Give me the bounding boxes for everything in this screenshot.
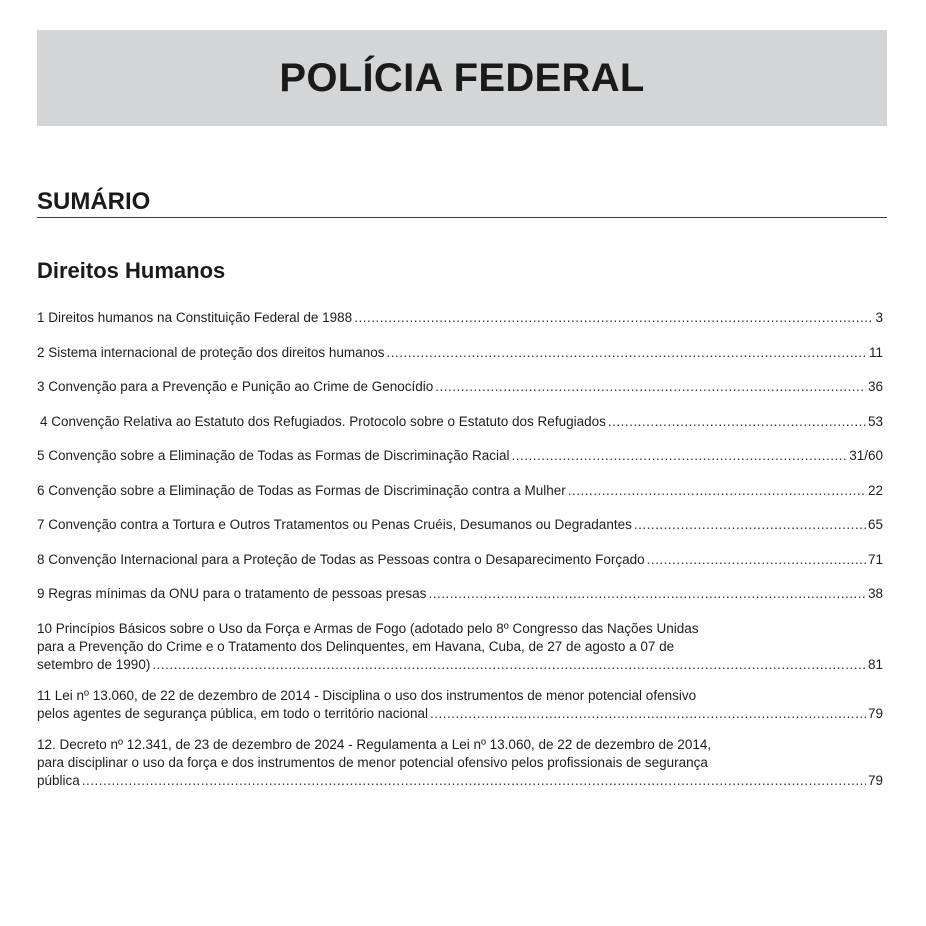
dot-leader bbox=[435, 378, 866, 396]
toc-entry-line: 10 Princípios Básicos sobre o Uso da Força e Armas de Fogo (adotado pelo 8º Congresso das Nações Unidas bbox=[37, 620, 699, 636]
toc-entry-line: 3 Convenção para a Prevenção e Punição ao Crime de Genocídio bbox=[37, 379, 434, 394]
toc-entry-line: setembro de 1990) bbox=[37, 656, 151, 672]
toc-entry-last-line bbox=[37, 772, 883, 790]
dot-leader bbox=[568, 482, 866, 500]
toc-entry-line: 5 Convenção sobre a Eliminação de Todas as Formas de Discriminação Racial bbox=[37, 448, 510, 463]
toc-entry-last-line bbox=[37, 585, 883, 603]
toc-entry[interactable] bbox=[37, 482, 883, 500]
toc-entry[interactable] bbox=[37, 344, 883, 362]
dot-leader bbox=[428, 585, 866, 603]
toc-entry[interactable] bbox=[37, 687, 883, 723]
toc-heading-label: SUMÁRIO bbox=[37, 188, 151, 215]
toc-entry[interactable] bbox=[37, 309, 883, 327]
toc-entry-last-line bbox=[37, 413, 883, 431]
toc-entry[interactable] bbox=[37, 378, 883, 396]
dot-leader bbox=[608, 413, 866, 431]
dot-leader bbox=[82, 772, 866, 790]
toc-entry-line: 8 Convenção Internacional para a Proteção de Todas as Pessoas contra o Desaparecimento Forçado bbox=[37, 551, 645, 567]
toc-entry-last-line bbox=[37, 482, 883, 500]
toc-entry-line: 9 Regras mínimas da ONU para o tratamento de pessoas presas bbox=[37, 586, 427, 601]
toc-entry-page-number: 36 bbox=[867, 379, 883, 394]
toc-entry-page-number: 53 bbox=[867, 413, 883, 429]
section-title: Direitos Humanos bbox=[37, 258, 226, 283]
dot-leader bbox=[152, 656, 866, 674]
toc-entry[interactable] bbox=[37, 516, 883, 534]
toc-entry-line: 1 Direitos humanos na Constituição Federal de 1988 bbox=[37, 310, 353, 325]
toc-entry-last-line bbox=[37, 378, 883, 396]
toc-entry[interactable] bbox=[37, 551, 883, 569]
toc-entry-line: 7 Convenção contra a Tortura e Outros Tratamentos ou Penas Cruéis, Desumanos ou Degradantes bbox=[37, 517, 632, 532]
toc-entry-line: para a Prevenção do Crime e o Tratamento dos Delinquentes, em Havana, Cuba, de 27 de agosto a 07 de bbox=[37, 638, 675, 654]
toc-entry-line: 11 Lei nº 13.060, de 22 de dezembro de 2014 - Disciplina o uso dos instrumentos de menor potencial ofensivo bbox=[37, 687, 697, 703]
toc-entry-page-number: 79 bbox=[867, 772, 883, 788]
toc-entry-last-line bbox=[37, 551, 883, 569]
toc-entry-line: para disciplinar o uso da força e dos instrumentos de menor potencial ofensivo pelos profissionais de segurança bbox=[37, 754, 708, 770]
toc-entry-page-number: 31/60 bbox=[849, 448, 883, 463]
toc-entry[interactable] bbox=[37, 620, 883, 674]
dot-leader bbox=[354, 309, 873, 327]
toc-entry-line: pelos agentes de segurança pública, em todo o território nacional bbox=[37, 705, 428, 721]
toc-entry-last-line bbox=[37, 447, 883, 465]
toc-entry-page-number: 11 bbox=[868, 344, 883, 360]
toc-entry-page-number: 65 bbox=[867, 517, 883, 532]
toc-entry-page-number: 38 bbox=[867, 586, 883, 601]
toc-entry[interactable] bbox=[37, 413, 883, 431]
dot-leader bbox=[386, 344, 867, 362]
dot-leader bbox=[511, 447, 847, 465]
toc-entry[interactable] bbox=[37, 736, 883, 790]
toc-entry[interactable] bbox=[37, 585, 883, 603]
toc-entry-last-line bbox=[37, 705, 883, 723]
toc-entry-page-number: 3 bbox=[875, 310, 883, 325]
dot-leader bbox=[647, 551, 866, 569]
toc-heading bbox=[37, 188, 887, 218]
toc-entry[interactable] bbox=[37, 447, 883, 465]
toc-entry-line: pública bbox=[37, 772, 80, 788]
toc-entry-last-line bbox=[37, 516, 883, 534]
toc-entry-page-number: 79 bbox=[867, 705, 883, 721]
toc-entry-last-line bbox=[37, 344, 883, 362]
document-title: POLÍCIA FEDERAL bbox=[279, 55, 645, 100]
toc-entry-last-line bbox=[37, 656, 883, 674]
toc-entry-line: 6 Convenção sobre a Eliminação de Todas as Formas de Discriminação contra a Mulher bbox=[37, 482, 566, 498]
toc-entry-last-line bbox=[37, 309, 883, 327]
toc-entry-line: 12. Decreto nº 12.341, de 23 de dezembro de 2024 - Regulamenta a Lei nº 13.060, de 22 de dezembro de 2014, bbox=[37, 736, 712, 752]
toc-entry-line: 4 Convenção Relativa ao Estatuto dos Refugiados. Protocolo sobre o Estatuto dos Refugiados bbox=[40, 413, 606, 429]
toc-entry-page-number: 71 bbox=[867, 551, 883, 567]
toc-entry-page-number: 81 bbox=[867, 656, 883, 672]
toc-entry-page-number: 22 bbox=[867, 482, 883, 498]
dot-leader bbox=[430, 705, 866, 723]
toc-entry-line: 2 Sistema internacional de proteção dos direitos humanos bbox=[37, 344, 385, 360]
title-banner bbox=[37, 30, 887, 126]
dot-leader bbox=[634, 516, 866, 534]
toc-entry-list bbox=[37, 309, 883, 803]
